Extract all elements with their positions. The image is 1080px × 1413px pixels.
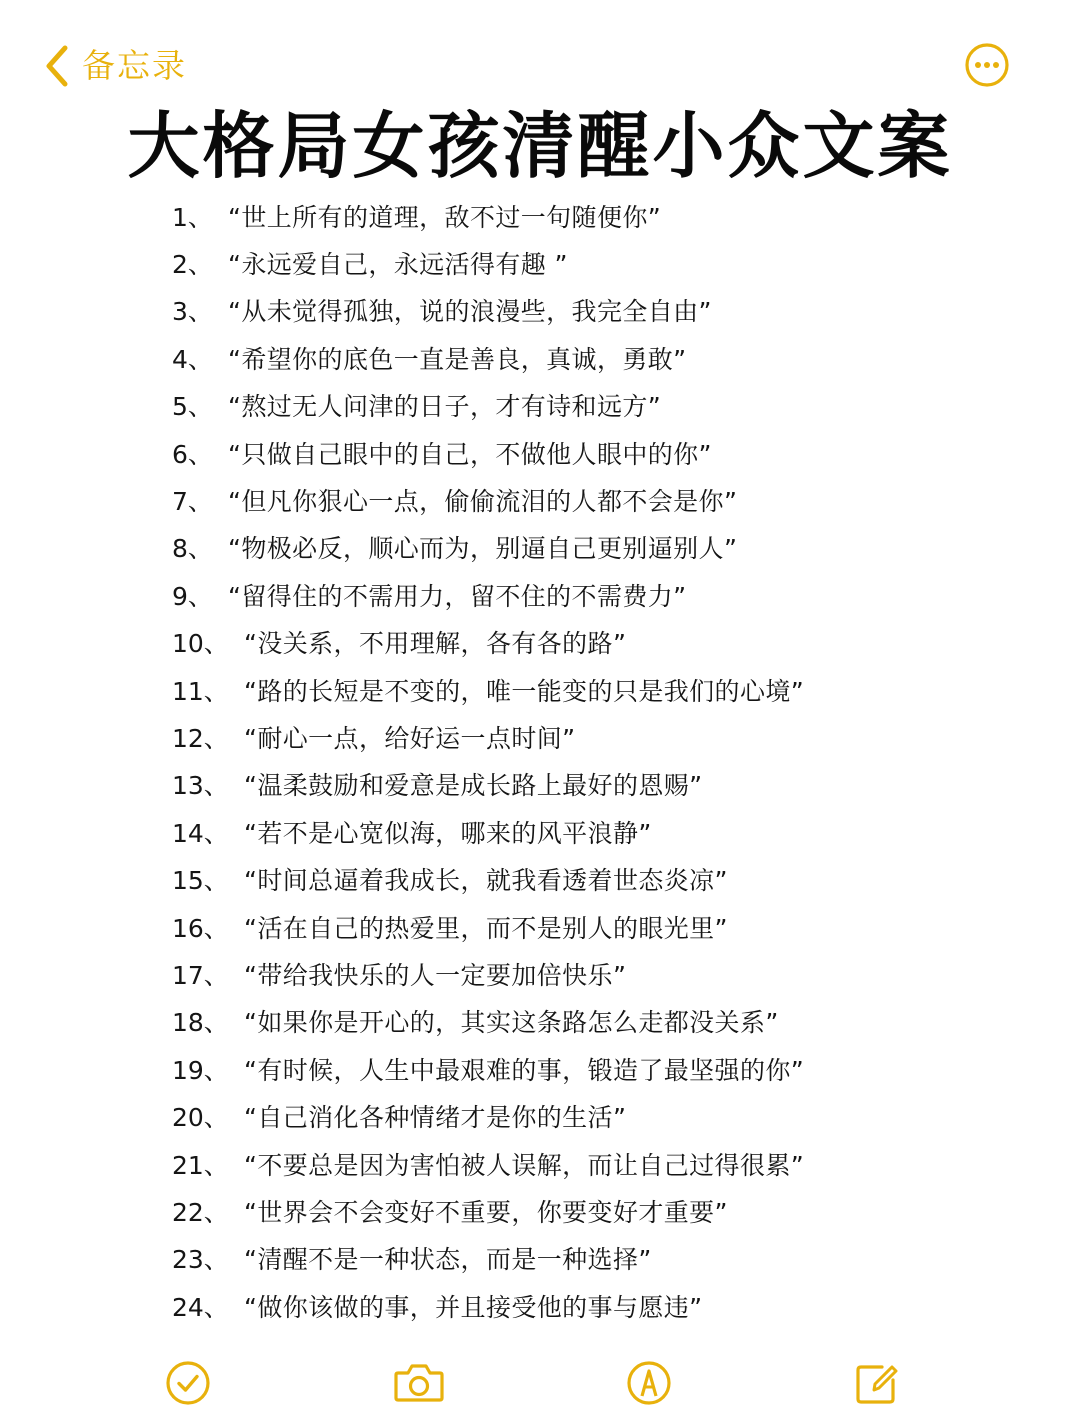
list-item-number: 21、	[172, 1150, 229, 1180]
list-item	[172, 808, 804, 855]
list-item-text: “物极必反，顺心而为，别逼自己更别逼别人”	[228, 534, 738, 564]
back-button-label: 备忘录	[82, 46, 187, 85]
camera-icon	[392, 1358, 446, 1408]
list-item-text: “耐心一点，给好运一点时间”	[244, 723, 576, 753]
list-item-number: 14、	[172, 818, 229, 848]
list-item-number: 15、	[172, 866, 229, 896]
list-item-text: “世界会不会变好不重要，你要变好才重要”	[244, 1197, 728, 1227]
more-options-icon	[964, 42, 1010, 88]
list-item	[172, 619, 804, 666]
list-item-text: “带给我快乐的人一定要加倍快乐”	[244, 960, 627, 990]
list-item-text: “做你该做的事，并且接受他的事与愿违”	[244, 1292, 703, 1322]
list-item-number: 4、	[172, 344, 213, 374]
compose-button[interactable]	[852, 1358, 902, 1408]
note-body-list[interactable]	[172, 192, 804, 1329]
list-item	[172, 761, 804, 808]
list-item-text: “只做自己眼中的自己，不做他人眼中的你”	[228, 439, 712, 469]
chevron-left-icon	[44, 44, 70, 88]
list-item-text: “留得住的不需用力，留不住的不需费力”	[228, 581, 687, 611]
list-item-number: 16、	[172, 913, 229, 943]
list-item-text: “但凡你狠心一点，偷偷流泪的人都不会是你”	[228, 487, 738, 517]
note-title: 大格局女孩清醒小众文案	[127, 104, 953, 188]
list-item-number: 7、	[172, 487, 213, 517]
list-item-number: 17、	[172, 960, 229, 990]
list-item-text: “熬过无人问津的日子，才有诗和远方”	[228, 392, 662, 422]
list-item-text: “自己消化各种情绪才是你的生活”	[244, 1103, 627, 1133]
checklist-button[interactable]	[163, 1358, 213, 1408]
list-item	[172, 1140, 804, 1187]
checklist-icon	[163, 1358, 213, 1408]
list-item	[172, 334, 804, 381]
list-item-text: “不要总是因为害怕被人误解，而让自己过得很累”	[244, 1150, 805, 1180]
list-item	[172, 666, 804, 713]
bottom-toolbar	[0, 1354, 1080, 1410]
list-item-text: “没关系，不用理解，各有各的路”	[244, 629, 627, 659]
list-item-text: “有时候，人生中最艰难的事，锻造了最坚强的你”	[244, 1055, 805, 1085]
list-item-number: 18、	[172, 1008, 229, 1038]
list-item-number: 19、	[172, 1055, 229, 1085]
list-item-number: 12、	[172, 723, 229, 753]
list-item-text: “从未觉得孤独，说的浪漫些，我完全自由”	[228, 297, 712, 327]
list-item	[172, 950, 804, 997]
list-item-number: 13、	[172, 771, 229, 801]
list-item-number: 23、	[172, 1245, 229, 1275]
list-item	[172, 855, 804, 902]
list-item-text: “路的长短是不变的，唯一能变的只是我们的心境”	[244, 676, 805, 706]
list-item-text: “世上所有的道理，敌不过一句随便你”	[228, 202, 662, 232]
list-item	[172, 1282, 804, 1329]
list-item-text: “时间总逼着我成长，就我看透着世态炎凉”	[244, 866, 728, 896]
back-button[interactable]	[44, 38, 187, 94]
list-item-number: 22、	[172, 1197, 229, 1227]
list-item-number: 3、	[172, 297, 213, 327]
list-item	[172, 1235, 804, 1282]
list-item	[172, 239, 804, 286]
list-item-text: “温柔鼓励和爱意是成长路上最好的恩赐”	[244, 771, 703, 801]
list-item	[172, 1045, 804, 1092]
list-item-number: 6、	[172, 439, 213, 469]
list-item-text: “希望你的底色一直是善良，真诚，勇敢”	[228, 344, 687, 374]
list-item-number: 2、	[172, 250, 213, 280]
compose-icon	[852, 1358, 902, 1408]
list-item-text: “永远爱自己，永远活得有趣 ”	[228, 250, 568, 280]
list-item-text: “如果你是开心的，其实这条路怎么走都没关系”	[244, 1008, 779, 1038]
list-item	[172, 571, 804, 618]
list-item	[172, 287, 804, 334]
markup-pen-icon	[624, 1358, 674, 1408]
camera-button[interactable]	[392, 1358, 446, 1408]
list-item	[172, 524, 804, 571]
list-item-text: “若不是心宽似海，哪来的风平浪静”	[244, 818, 652, 848]
list-item	[172, 998, 804, 1045]
list-item	[172, 476, 804, 523]
list-item-number: 9、	[172, 581, 213, 611]
list-item-number: 5、	[172, 392, 213, 422]
list-item	[172, 903, 804, 950]
list-item-text: “清醒不是一种状态，而是一种选择”	[244, 1245, 652, 1275]
list-item	[172, 429, 804, 476]
more-button[interactable]	[964, 42, 1010, 88]
list-item	[172, 382, 804, 429]
list-item	[172, 713, 804, 760]
markup-button[interactable]	[624, 1358, 674, 1408]
list-item-text: “活在自己的热爱里，而不是别人的眼光里”	[244, 913, 728, 943]
list-item-number: 1、	[172, 202, 213, 232]
list-item	[172, 192, 804, 239]
list-item-number: 11、	[172, 676, 229, 706]
list-item-number: 10、	[172, 629, 229, 659]
list-item-number: 20、	[172, 1103, 229, 1133]
list-item-number: 8、	[172, 534, 213, 564]
list-item	[172, 1187, 804, 1234]
list-item-number: 24、	[172, 1292, 229, 1322]
list-item	[172, 1092, 804, 1139]
